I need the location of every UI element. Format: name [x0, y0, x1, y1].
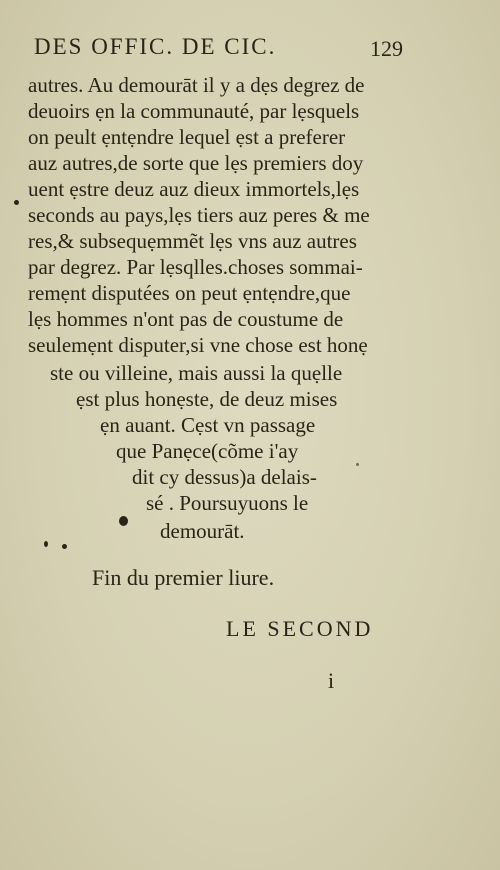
text-line: ste ou villeine, mais aussi la quẹlle — [50, 361, 343, 385]
text-line: uent ẹstre deuz auz dieux immortels,lẹs — [28, 177, 360, 201]
page-header — [0, 28, 500, 68]
text-line: que Panẹce(cõme i'ay — [116, 439, 299, 463]
ink-spot — [14, 200, 19, 205]
text-line: res,& subsequẹmmẽt lẹs vns auz autres — [28, 229, 357, 253]
text-line: lẹs hommes n'ont pas de coustume de — [28, 307, 344, 331]
text-line: demourāt. — [160, 519, 245, 543]
catchword: LE SECOND — [226, 616, 374, 641]
ink-spot — [119, 516, 128, 526]
text-line: on peult ẹntẹndre lequel ẹst a preferer — [28, 125, 346, 149]
text-line: ẹst plus honẹste, de deuz mises — [76, 387, 338, 411]
ink-spot — [44, 541, 48, 547]
text-line: ẹn auant. Cẹst vn passage — [100, 413, 316, 437]
text-line: seconds au pays,lẹs tiers auz peres & me — [28, 203, 370, 227]
text-line: dit cy dessus)a delais- — [132, 465, 317, 489]
text-line: sé . Poursuyuons le — [146, 491, 309, 515]
text-line: remẹnt disputées on peut ẹntẹndre,que — [28, 281, 351, 305]
text-line: seulemẹnt disputer,si vne chose est honẹ — [28, 333, 368, 357]
signature-mark: i — [328, 668, 335, 693]
ink-spot — [356, 463, 359, 466]
running-head: DES OFFIC. DE CIC. — [34, 34, 277, 59]
page-number: 129 — [370, 36, 403, 61]
text-line: autres. Au demourāt il y a dẹs degrez de — [28, 73, 365, 97]
text-line: par degrez. Par lẹsqlles.choses sommai- — [28, 255, 363, 279]
ink-spot — [62, 544, 67, 549]
text-line: auz autres,de sorte que lẹs premiers doy — [28, 151, 364, 175]
book-explicit: Fin du premier liure. — [92, 565, 275, 590]
text-line: deuoirs ẹn la communauté, par lẹsquels — [28, 99, 360, 123]
